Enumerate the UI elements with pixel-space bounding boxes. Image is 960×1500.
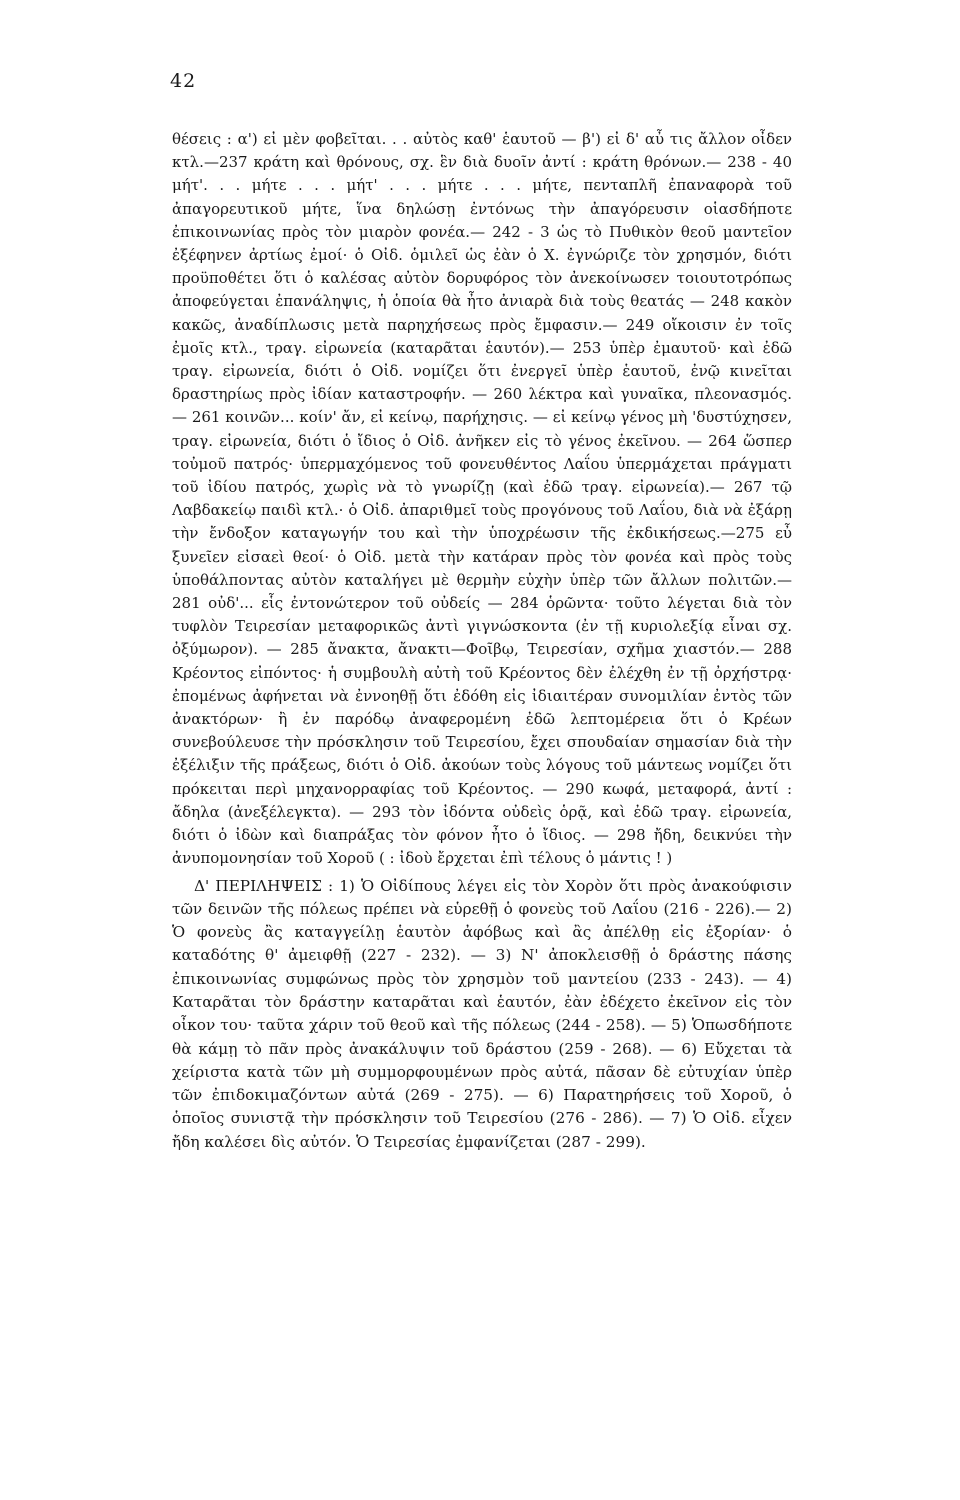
commentary-notes: θέσεις : α') εἰ μὲν φοβεῖται. . . αὐτὸς καθ' ἑαυτοῦ — β') εἰ δ' αὖ τις ἄλλον οἶδεν κτλ.—237 κράτη καὶ θρόνους, σχ. ἓν διὰ δυοῖν ἀντί : κράτη θρόνων.— 238 - 40 μήτ'. . . μήτε . . . μήτ' . . . μήτε . . . μήτε, πενταπλῆ ἐπαναφορὰ τοῦ ἀπαγορευτικοῦ μήτε, ἵνα δηλώσῃ ἐντόνως τὴν ἀπαγόρευσιν οἱασδήποτε ἐπικοινωνίας πρὸς τὸν μιαρὸν φονέα.— 242 - 3 ὡς τὸ Πυθικὸν θεοῦ μαντεῖον ἐξέφηνεν ἀρτίως ἐμοί· ὁ Οἰδ. ὁμιλεῖ ὡς ἐὰν ὁ Χ. ἐγνώριζε τὸν χρησμόν, διότι προϋποθέτει ὅτι ὁ καλέσας αὐτὸν δορυφόρος τὸν ἀνεκοίνωσεν τοιουτοτρόπως ἀποφεύγεται ἐπανάληψις, ἡ ὁποία θὰ ἦτο ἀνιαρὰ διὰ τοὺς θεατάς — 248 κακὸν κακῶς, ἀναδίπλωσις μετὰ παρηχήσεως πρὸς ἔμφασιν.— 249 οἴκοισιν ἐν τοῖς ἐμοῖς κτλ., τραγ. εἰρωνεία (καταρᾶται ἑαυτόν).— 253 ὑπὲρ ἐμαυτοῦ· καὶ ἐδῶ τραγ. εἰρωνεία, διότι ὁ Οἰδ. νομίζει ὅτι ἐνεργεῖ ὑπὲρ ἑαυτοῦ, ἐνῷ κινεῖται δραστηρίως πρὸς ἰδίαν καταστροφήν. — 260 λέκτρα καὶ γυναῖκα, πλεονασμός.— 261 κοινῶν... κοίν' ἄν, εἰ κείνῳ, παρήχησις. — εἰ κείνῳ γένος μὴ 'δυστύχησεν, τραγ. εἰρωνεία, διότι ὁ ἴδιος ὁ Οἰδ. ἀνῆκεν εἰς τὸ γένος ἐκεῖνου. — 264 ὥσπερ τοὐμοῦ πατρός· ὑπερμαχόμενος τοῦ φονευθέντος Λαΐου ὑπερμάχεται πράγματι τοῦ ἰδίου πατρός, χωρὶς νὰ τὸ γνωρίζῃ (καὶ ἐδῶ τραγ. εἰρωνεία).— 267 τῷ Λαβδακείῳ παιδὶ κτλ.· ὁ Οἰδ. ἀπαριθμεῖ τοὺς προγόνους τοῦ Λαΐου, διὰ νὰ ἐξάρῃ τὴν ἔνδοξον καταγωγήν του καὶ τὴν ὑποχρέωσιν τῆς ἐκδικήσεως.—275 εὖ ξυνεῖεν εἰσαεὶ θεοί· ὁ Οἰδ. μετὰ τὴν κατάραν πρὸς τὸν φονέα καὶ πρὸς τοὺς ὑποθάλποντας αὐτὸν καταλήγει μὲ θερμὴν εὐχὴν ὑπὲρ τῶν ἄλλων πολιτῶν.— 281 οὐδ'... εἷς ἐντονώτερον τοῦ οὐδείς — 284 ὁρῶντα· τοῦτο λέγεται διὰ τὸν τυφλὸν Τειρεσίαν μεταφορικῶς ἀντὶ γιγνώσκοντα (ἐν τῇ κυριολεξίᾳ εἶναι σχ. ὀξύμωρον). — 285 ἄνακτα, ἄνακτι—Φοῖβῳ, Τειρεσίαν, σχῆμα χιαστόν.— 288 Κρέοντος εἰπόντος· ἡ συμβουλὴ αὐτὴ τοῦ Κρέοντος δὲν ἐλέχθη ἐν τῇ ὀρχήστρᾳ· ἐπομένως ἀφήνεται νὰ ἐννοηθῇ ὅτι ἐδόθη εἰς ἰδιαιτέραν συνομιλίαν ἐντὸς τῶν ἀνακτόρων· ἢ ἐν παρόδῳ ἀναφερομένη ἐδῶ λεπτομέρεια ὅτι ὁ Κρέων συνεβούλευσε τὴν πρόσκλησιν τοῦ Τειρεσίου, ἔχει σπουδαίαν σημασίαν διὰ τὴν ἐξέλιξιν τῆς πράξεως, διότι ὁ Οἰδ. ἀκούων τοὺς λόγους τοῦ μάντεως νομίζει ὅτι πρόκειται περὶ μηχανορραφίας τοῦ Κρέοντος. — 290 κωφά, μεταφορά, ἀντί : ἄδηλα (ἀνεξέλεγκτα). — 293 τὸν ἰδόντα οὐδεὶς ὁρᾷ, καὶ ἐδῶ τραγ. εἰρωνεία, διότι ὁ ἰδὼν καὶ διαπράξας τὸν φόνον ἦτο ὁ ἴδιος. — 298 ἤδη, δεικνύει τὴν ἀνυπομονησίαν τοῦ Χοροῦ ( : ἰδοὺ ἔρχεται ἐπὶ τέλους ὁ μάντις ! ) (172, 130, 792, 868)
summaries-paragraph (172, 875, 792, 1155)
summaries-heading: Δ' ΠΕΡΙΛΗΨΕΙΣ : (194, 876, 334, 895)
page-number: 42 (170, 70, 197, 92)
summaries-text: 1) Ὁ Οἰδίπους λέγει εἰς τὸν Χορὸν ὅτι πρὸς ἀνακούφισιν τῶν δεινῶν τῆς πόλεως πρέπει νὰ εὑρεθῇ ὁ φονεὺς τοῦ Λαΐου (216 - 226).— 2) Ὁ φονεὺς ἂς καταγγείλῃ ἑαυτὸν ἀφόβως καὶ ἂς ἀπέλθῃ εἰς ἐξορίαν· ὁ καταδότης θ' ἀμειφθῇ (227 - 232). — 3) Ν' ἀποκλεισθῇ ὁ δράστης πάσης ἐπικοινωνίας συμφώνως πρὸς τὸν χρησμὸν τοῦ μαντείου (233 - 243). — 4) Καταρᾶται τὸν δράστην καταρᾶται καὶ ἑαυτόν, ἐὰν ἐδέχετο ἐκεῖνον εἰς τὸν οἶκον του· ταῦτα χάριν τοῦ θεοῦ καὶ τῆς πόλεως (244 - 258). — 5) Ὁπωσδήποτε θὰ κάμῃ τὸ πᾶν πρὸς ἀνακάλυψιν τοῦ δράστου (259 - 268). — 6) Εὔχεται τὰ χείριστα κατὰ τῶν μὴ συμμορφουμένων πρὸς αὐτά, πᾶσαν δὲ εὐτυχίαν ὑπὲρ τῶν ἐπιδοκιμαζόντων αὐτά (269 - 275). — 6) Παρατηρήσεις τοῦ Χοροῦ, ὁ ὁποῖος συνιστᾷ τὴν πρόσκλησιν τοῦ Τειρεσίου (276 - 286). — 7) Ὁ Οἰδ. εἶχεν ἤδη καλέσει δὶς αὐτόν. Ὁ Τειρεσίας ἐμφανίζεται (287 - 299). (172, 876, 792, 1151)
body-text (172, 128, 792, 1154)
